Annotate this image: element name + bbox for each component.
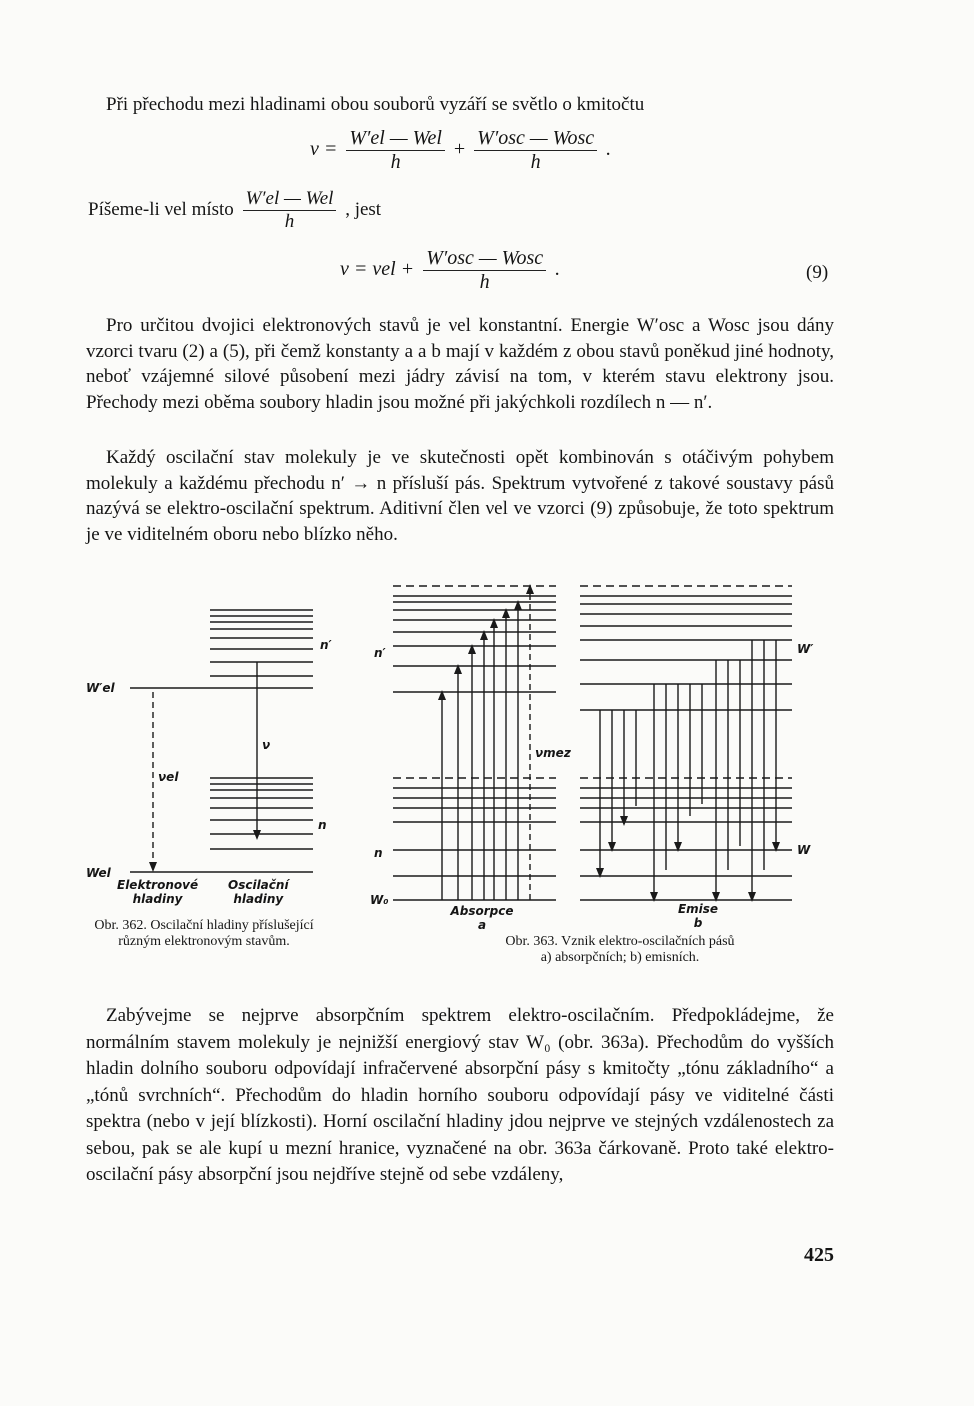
paragraph-3: Zabývejme se nejprve absorpčním spektrem elektro-oscilačním. Předpokládejme, že normálním stavem molekuly je nejnižší energiový stav W₀ (obr. 363a). Přechodům do vyšších hladin dolního souboru odpovídají infračervené absorpční pásy s kmitočty „tónu základního“ a „tónů svrchních“. Přechodům do hladin horního souboru odpovídají pásy ve viditelné části spektra (nebo v její blízkosti). Horní oscilační hladiny jdou nejprve ve stejných vzdálenostech za sebou, pak se ale kupí u mezní hranice, vyznačené na obr. 363a čárkovaně. Proto také elektro-oscilační pásy absorpční jsou nejdříve stejně od sebe vzdáleny, <box>86 1005 834 1185</box>
label-wel-prime: W′el <box>86 681 115 695</box>
nuel-arrowhead <box>149 862 157 872</box>
substitution-line: Píšeme-li νel místo $\frac{\text{W′el — Wel}}{h}$ , jest <box>88 188 382 232</box>
paragraph-1: Pro určitou dvojici elektronových stavů je νel konstantní. Energie W′osc a Wosc jsou dány vzorci tvaru (2) a (5), při čemž konstanty a a b mají v každém z obou stavů poněkud jiné hodnoty, neboť vzájemné silové působení mezi jádry závisí na tom, v kterém stavu elektrony jsou. Přechody mezi oběma soubory hladin jsou možné při jakýchkoli rozdílech n — n′. <box>86 315 834 413</box>
caption-363: Obr. 363. Vznik elektro-oscilačních pásů a) absorpčních; b) emisních. <box>505 934 735 965</box>
figure-362 <box>85 600 345 900</box>
equation-number: (9) <box>806 262 829 283</box>
label-nuel: νel <box>158 770 179 784</box>
label-nu: ν <box>262 738 271 752</box>
paragraph-2: Každý oscilační stav molekuly je ve skutečnosti opět kombinován s otáčivým pohybem molekuly a každému přechodu n′ → n přísluší pás. Spektrum vytvořené z takové soustavy pásů nazývá se elektro-oscilační spektrum. Aditivní člen νel ve vzorci (9) způsobuje, že toto spektrum je ve viditelném oboru nebo blízko něho. <box>86 447 834 545</box>
label-w0: W₀ <box>370 893 389 907</box>
emission-label: Emise b <box>677 902 719 930</box>
emission-panel <box>580 586 792 902</box>
label-n: n <box>318 818 327 832</box>
page-number: 425 <box>804 1244 834 1266</box>
col2-label: Oscilační hladiny <box>228 878 289 906</box>
col1-label: Elektronové hladiny <box>117 878 199 906</box>
label-wel: Wel <box>86 866 111 880</box>
figure-363 <box>360 580 820 910</box>
label-nprime: n′ <box>320 638 332 652</box>
label-w: W <box>797 843 811 857</box>
label-numez: νmez <box>535 746 571 760</box>
intro-line: Při přechodu mezi hladinami obou souborů vyzáří se světlo o kmitočtu <box>106 94 645 115</box>
absorption-panel <box>393 584 556 900</box>
label-nprime-363: n′ <box>374 646 386 660</box>
absorption-label: Absorpce a <box>450 904 514 932</box>
label-n-363: n <box>374 846 383 860</box>
equation-1: ν = $\frac{\text{W′el — Wel}}{h}$ + $\frac{\text{W′osc — Wosc}}{h}$ . <box>310 127 612 173</box>
caption-362: Obr. 362. Oscilační hladiny příslušející různým elektronovým stavům. <box>94 918 314 949</box>
equation-9: ν = νel + $\frac{\text{W′osc — Wosc}}{h}$ . <box>340 247 561 293</box>
label-wprime: W′ <box>797 642 814 656</box>
